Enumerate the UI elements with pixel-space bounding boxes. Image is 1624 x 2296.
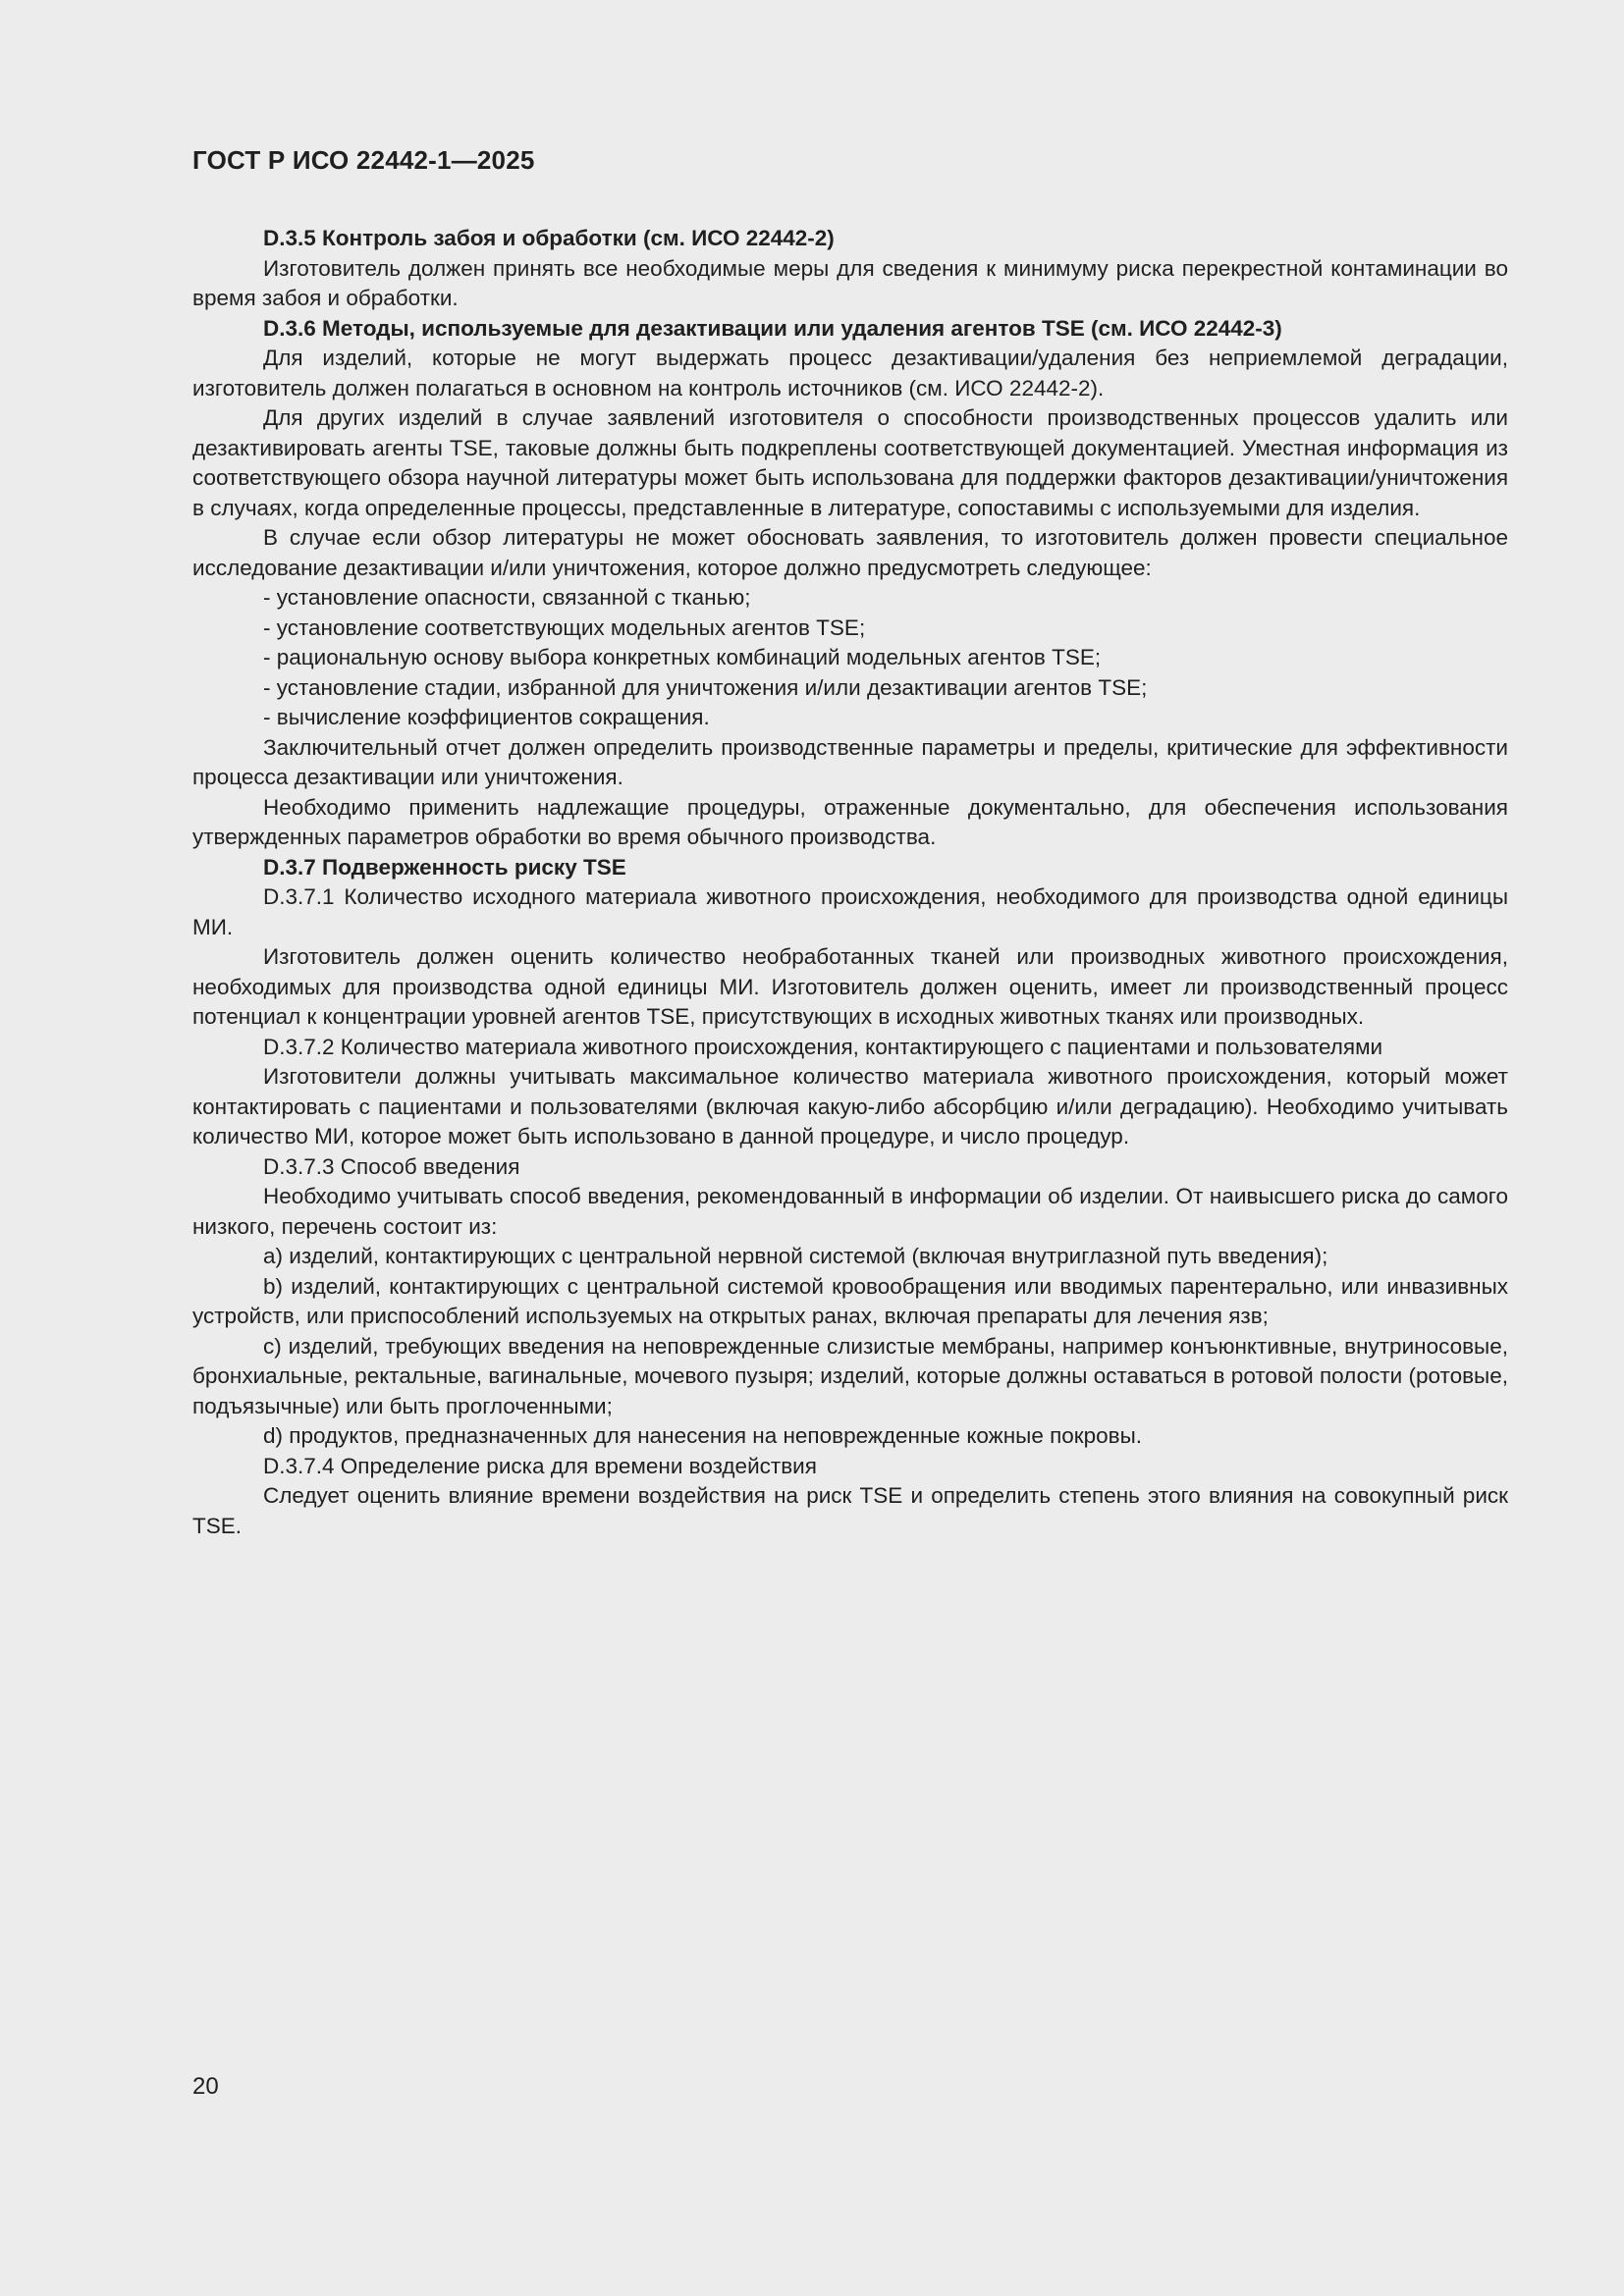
list-item: - установление опасности, связанной с тканью; <box>263 585 751 610</box>
paragraph: b) изделий, контактирующих с центральной системой кровообращения или вводимых парентерально, или инвазивных устройств, или приспособлений используемых на открытых ранах, включая препараты для лечения язв; <box>192 1273 1508 1328</box>
page-number: 20 <box>192 2073 219 2100</box>
paragraph: Следует оценить влияние времени воздействия на риск TSE и определить степень этого влияния на совокупный риск TSE. <box>192 1483 1508 1538</box>
paragraph: Необходимо применить надлежащие процедуры, отраженные документально, для обеспечения использования утвержденных параметров обработки во время обычного производства. <box>192 794 1508 849</box>
paragraph: Для других изделий в случае заявлений изготовителя о способности производственных процессов удалить или дезактивировать агенты TSE, таковые должны быть подкреплены соответствующей документацией. Уместная информация из соответствующего обзора научной литературы может быть использована для поддержки факторов дезактивации/уничтожения в случаях, когда определенные процессы, представленные в литературе, сопоставимы с используемыми для изделия. <box>192 405 1508 520</box>
paragraph: a) изделий, контактирующих с центральной нервной системой (включая внутриглазной путь введения); <box>263 1244 1328 1268</box>
list-item: - рациональную основу выбора конкретных комбинаций модельных агентов TSE; <box>263 645 1102 669</box>
section-heading: D.3.6 Методы, используемые для дезактивации или удаления агентов TSE (см. ИСО 22442-3) <box>263 315 1282 341</box>
paragraph: D.3.7.3 Способ введения <box>263 1153 520 1179</box>
section-heading: D.3.7 Подверженность риску TSE <box>263 854 626 880</box>
paragraph: Необходимо учитывать способ введения, рекомендованный в информации об изделии. От наивысшего риска до самого низкого, перечень состоит из: <box>192 1184 1508 1239</box>
paragraph: D.3.7.2 Количество материала животного происхождения, контактирующего с пациентами и пользователями <box>263 1034 1383 1059</box>
paragraph: Изготовитель должен оценить количество необработанных тканей или производных животного происхождения, необходимых для производства одной единицы МИ. Изготовитель должен оценить, имеет ли производственный процесс потенциал к концентрации уровней агентов TSE, присутствующих в исходных животных тканях или производных. <box>192 944 1508 1029</box>
paragraph: Изготовители должны учитывать максимальное количество материала животного происхождения, который может контактировать с пациентами и пользователями (включая какую-либо абсорбцию и/или деградацию). Необходимо учитывать количество МИ, которое может быть использовано в данной процедуре, и число процедур. <box>192 1064 1508 1148</box>
paragraph: D.3.7.4 Определение риска для времени воздействия <box>263 1453 817 1478</box>
list-item: - вычисление коэффициентов сокращения. <box>263 705 710 729</box>
paragraph: Изготовитель должен принять все необходимые меры для сведения к минимуму риска перекрестной контаминации во время забоя и обработки. <box>192 255 1508 310</box>
list-item: - установление соответствующих модельных агентов TSE; <box>263 614 866 640</box>
paragraph: c) изделий, требующих введения на неповрежденные слизистые мембраны, например конъюнктивные, внутриносовые, бронхиальные, ректальные, вагинальные, мочевого пузыря; изделий, которые должны оставаться в ротовой полости (ротовые, подъязычные) или быть проглоченными; <box>192 1333 1508 1418</box>
list-item: - установление стадии, избранной для уничтожения и/или дезактивации агентов TSE; <box>263 674 1148 700</box>
document-body <box>192 224 1508 1541</box>
paragraph: Заключительный отчет должен определить производственные параметры и пределы, критические для эффективности процесса дезактивации или уничтожения. <box>192 734 1508 789</box>
paragraph: d) продуктов, предназначенных для нанесения на неповрежденные кожные покровы. <box>263 1423 1143 1448</box>
document-header: ГОСТ Р ИСО 22442-1—2025 <box>192 145 535 175</box>
paragraph: Для изделий, которые не могут выдержать процесс дезактивации/удаления без неприемлемой деградации, изготовитель должен полагаться в основном на контроль источников (см. ИСО 22442-2). <box>192 346 1508 400</box>
paragraph: В случае если обзор литературы не может обосновать заявления, то изготовитель должен провести специальное исследование дезактивации и/или уничтожения, которое должно предусмотреть следующее: <box>192 525 1508 580</box>
paragraph: D.3.7.1 Количество исходного материала животного происхождения, необходимого для производства одной единицы МИ. <box>192 884 1508 939</box>
section-heading: D.3.5 Контроль забоя и обработки (см. ИСО 22442-2) <box>263 226 835 250</box>
